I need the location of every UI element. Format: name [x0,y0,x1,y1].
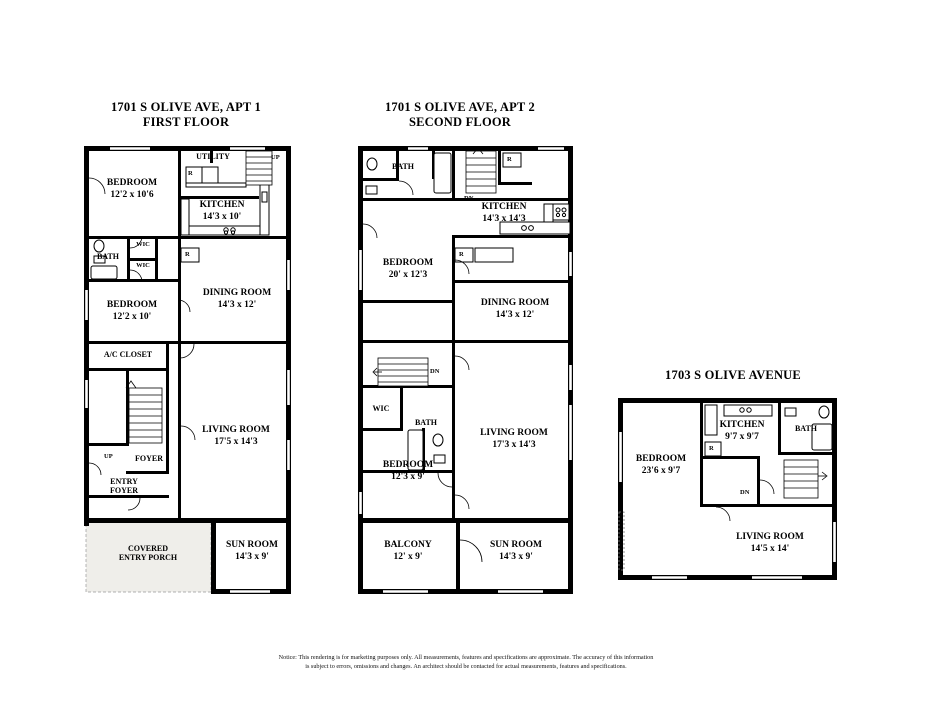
room-name: KITCHEN [199,200,245,210]
room-name: LIVING ROOM [736,532,804,542]
room-name: A/C CLOSET [103,350,153,359]
room-name: BEDROOM [382,258,434,268]
room-label-sunroom-1 [216,540,288,563]
room-label-entry-foyer: ENTRY FOYER [110,477,138,495]
room-dim: 14'3 x 12' [495,309,535,320]
room-name: SUN ROOM [490,540,542,550]
room-name: WIC [136,241,150,248]
marker-r-2: R [185,251,190,258]
room-dim: 17'3 x 14'3 [492,439,536,450]
marker-up-1: UP [271,154,280,161]
room-label-utility [183,152,243,161]
room-dim: 14'3 x 9' [499,551,533,562]
room-label-wic-2 [130,262,156,270]
room-dim: 14'3 x 12' [217,299,257,310]
room-name: DINING ROOM [202,288,272,298]
room-dim: 12'3 x 9' [391,471,425,482]
room-label-bath-2a [381,162,425,171]
marker-r-3: R [507,156,512,163]
room-dim: 20' x 12'3 [388,269,428,280]
room-name: LIVING ROOM [202,425,270,435]
room-dim: 14'3 x 10' [202,211,242,222]
room-label-bedroom-2a [362,258,454,281]
room-name: SUN ROOM [226,540,278,550]
room-label-kitchen-1 [184,200,260,223]
room-name: LIVING ROOM [480,428,548,438]
room-label-bedroom-2b [362,460,454,483]
marker-up-2: UP [104,453,113,460]
room-name: BATH [96,252,120,261]
notice-line1: Notice: This rendering is for marketing purposes only. All measurements, features and specifications are approximate. The accuracy of this information [278,654,654,661]
room-label-covered-entry-porch: COVERED ENTRY PORCH [118,544,178,562]
room-label-bath-2b [404,418,448,427]
room-dim: 14'5 x 14' [750,543,790,554]
room-dim: 12' x 9' [393,551,423,562]
room-name: BALCONY [384,540,432,550]
room-dim: 14'3 x 14'3 [482,213,526,224]
room-dim: 12'2 x 10' [112,311,152,322]
room-label-foyer [130,454,168,463]
room-dim: 14'3 x 9' [235,551,269,562]
room-label-balcony [362,540,454,563]
plan-title-1703 [620,368,846,383]
floorplan-apt1 [80,140,295,600]
room-label-bedroom-2 [86,300,178,323]
room-label-kitchen-1703 [707,420,777,443]
room-dim: 9'7 x 9'7 [725,431,759,442]
room-name: BEDROOM [106,300,158,310]
room-label-bedroom-1703 [622,454,700,477]
room-name: FOYER [135,454,163,463]
room-name: UTILITY [196,152,230,161]
room-name: BEDROOM [106,178,158,188]
marker-dn-3: DN [740,489,750,496]
room-name: DINING ROOM [480,298,550,308]
room-label-bedroom-1 [86,178,178,201]
plan-title-apt2 [345,100,575,130]
plan-title-apt2-line1: 1701 S OLIVE AVE, APT 2 [384,100,536,114]
room-dim: 17'5 x 14'3 [214,436,258,447]
floorplan-apt2 [348,140,583,600]
room-dim: 12'2 x 10'6 [110,189,154,200]
room-label-kitchen-2 [464,202,544,225]
marker-r-1: R [188,170,193,177]
room-name: KITCHEN [481,202,527,212]
room-label-wic-2a [365,404,397,413]
room-label-sunroom-2 [468,540,564,563]
marker-dn-1: DN [464,195,474,202]
room-name: BATH [391,162,415,171]
room-label-ac-closet [90,350,166,359]
room-label-living-2 [460,428,568,451]
room-label-living-1 [184,425,288,448]
plan-title-apt2-line2: SECOND FLOOR [408,115,512,129]
plan-title-apt1 [80,100,292,130]
room-label-bath-1 [88,252,128,261]
marker-r-5: R [709,445,714,452]
plan-title-apt1-line2: FIRST FLOOR [142,115,230,129]
marker-dn-2: DN [430,368,440,375]
room-name: KITCHEN [719,420,765,430]
room-name: BEDROOM [635,454,687,464]
plan-title-apt1-line1: 1701 S OLIVE AVE, APT 1 [110,100,262,114]
plan-title-1703-line1: 1703 S OLIVE AVENUE [665,368,801,382]
room-label-wic-1 [130,241,156,249]
floorplan-1703 [612,392,844,592]
room-label-dining-2 [460,298,570,321]
room-name: BATH [414,418,438,427]
room-name: BATH [794,424,818,433]
room-name: WIC [136,262,150,269]
room-name: BEDROOM [382,460,434,470]
room-dim: 23'6 x 9'7 [641,465,681,476]
room-name: WIC [372,404,390,413]
room-label-dining-1 [184,288,290,311]
room-label-living-1703 [722,532,818,555]
notice-line2: is subject to errors, omissions and changes. An architect should be contacted for actual measurements, features and specifications. [305,663,627,670]
room-label-bath-1703 [784,424,828,433]
marker-r-4: R [459,251,464,258]
